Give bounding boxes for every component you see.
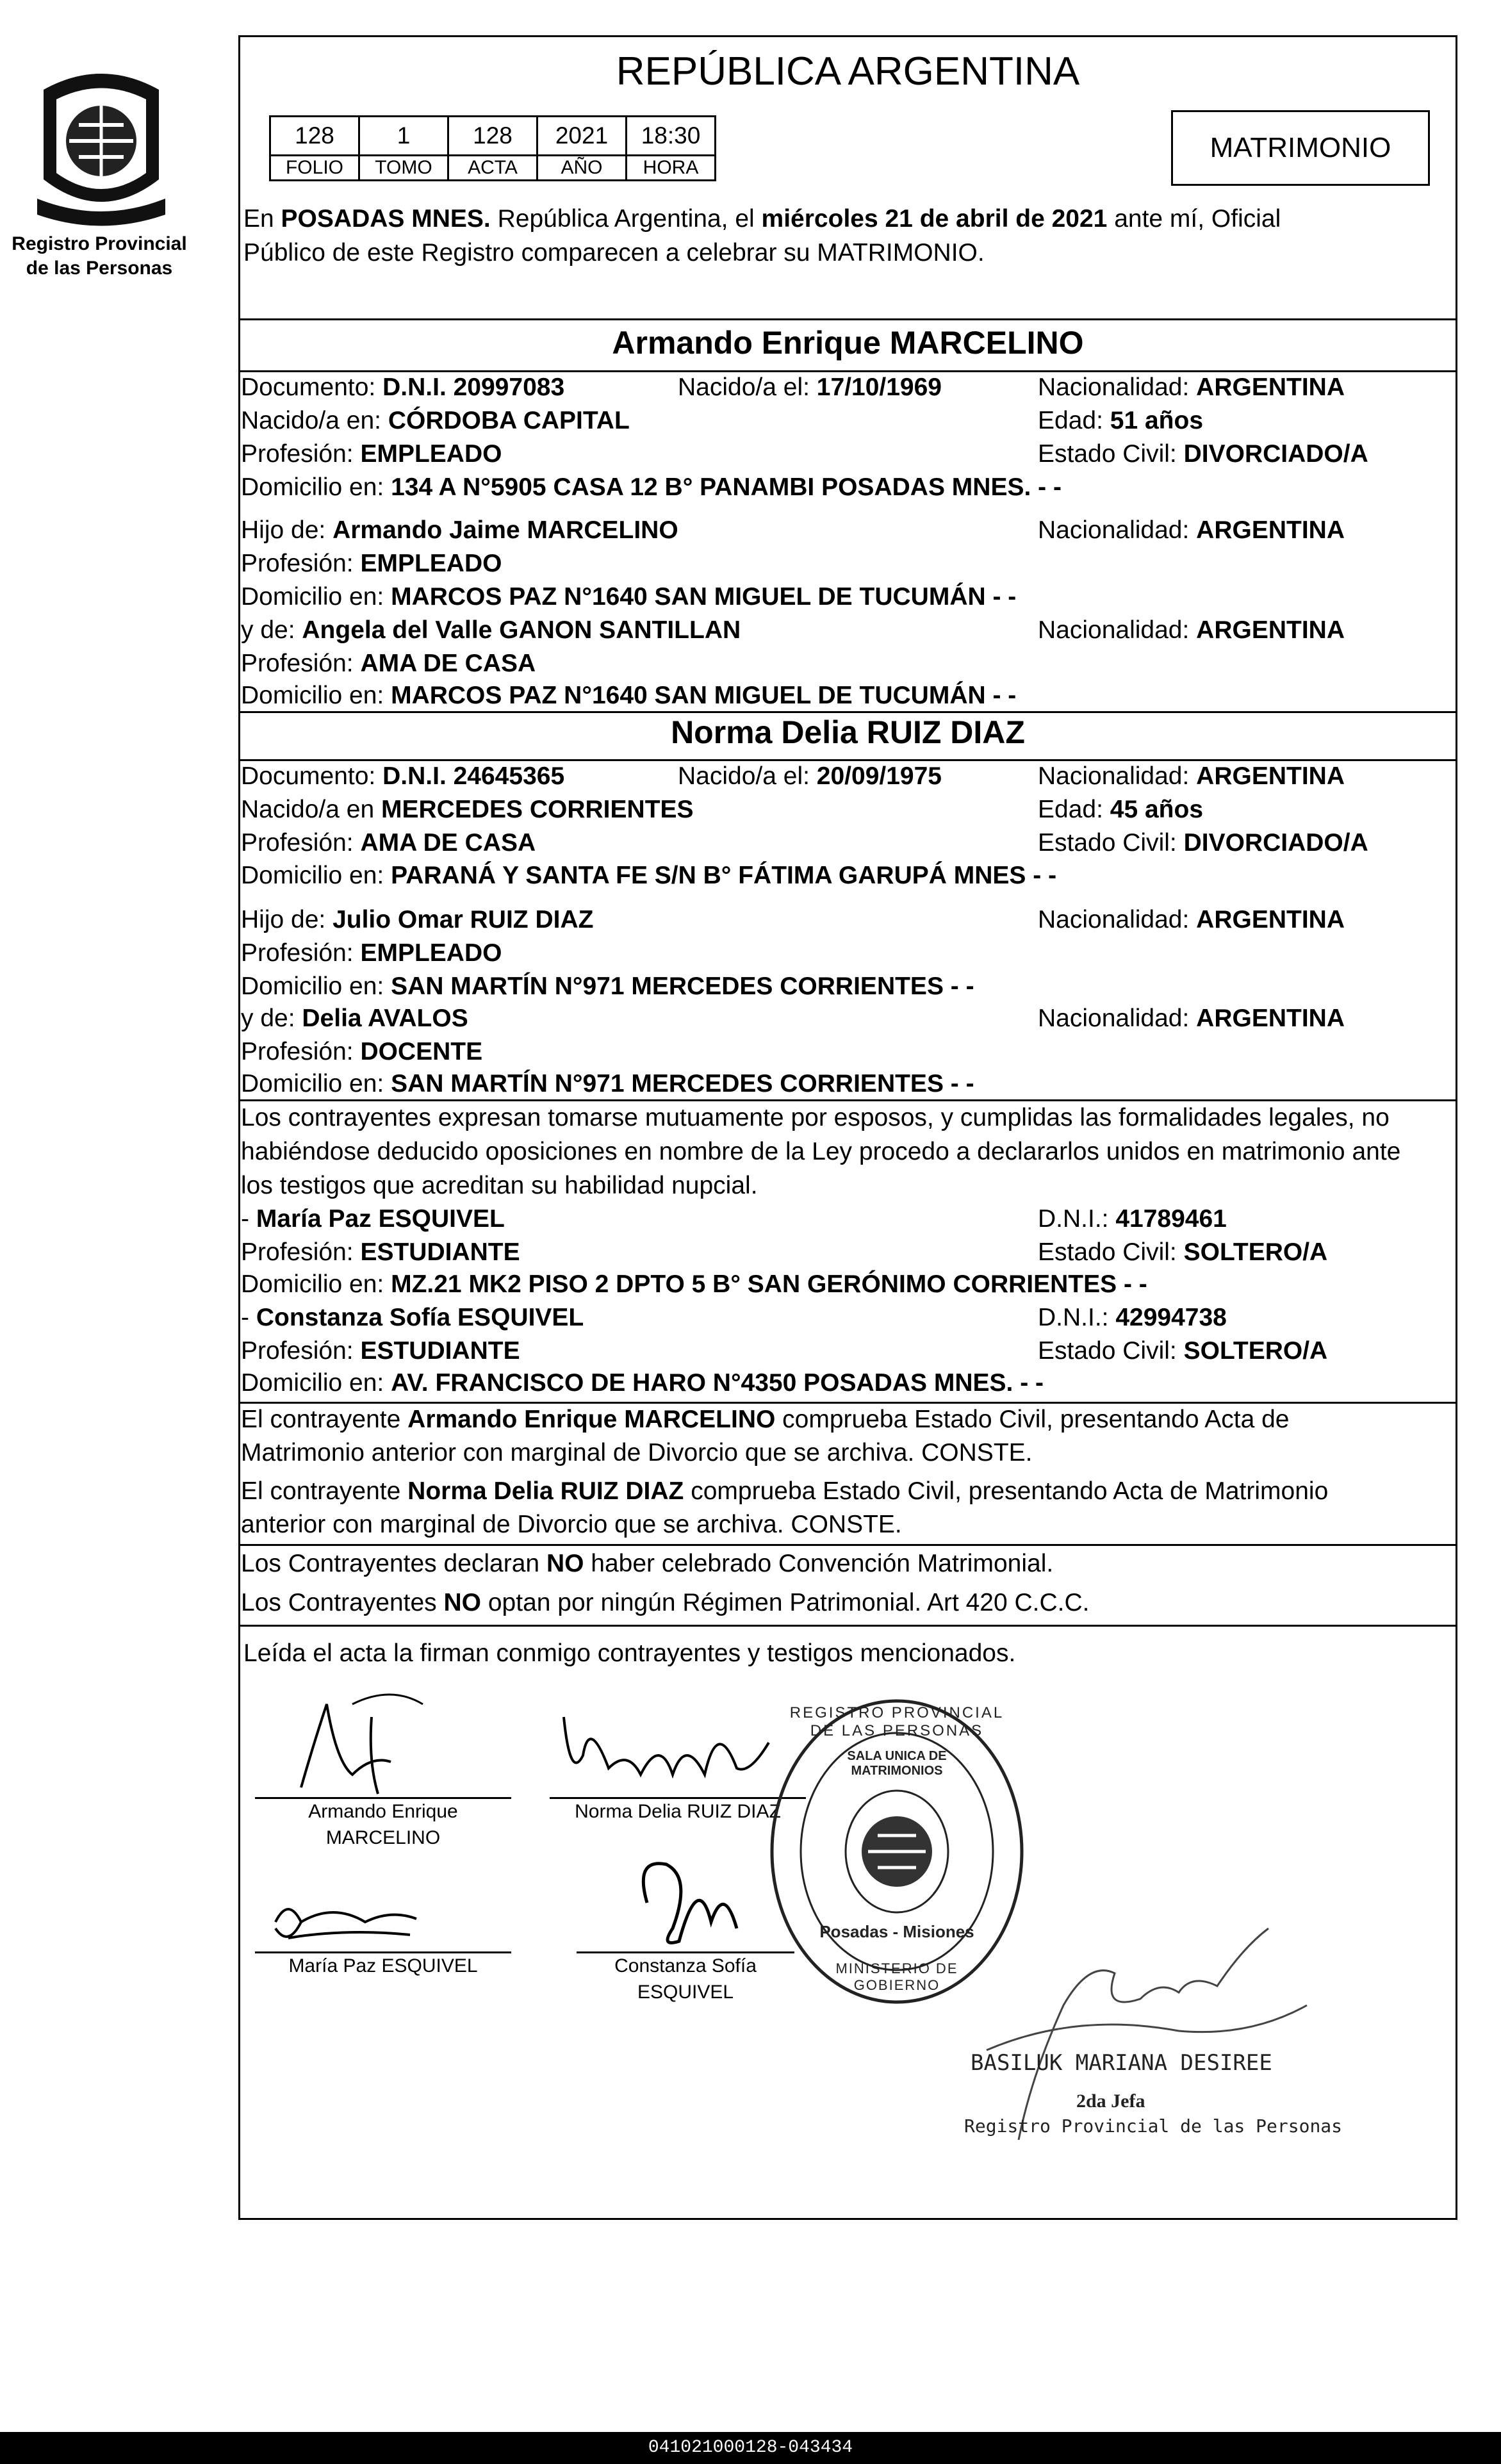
label: Hijo de: bbox=[241, 906, 333, 933]
label: D.N.I.: bbox=[1038, 1205, 1116, 1233]
witness-1-dni bbox=[1038, 1204, 1227, 1235]
groom-age bbox=[1038, 406, 1203, 436]
label: Profesión: bbox=[241, 650, 361, 677]
bride-birthdate bbox=[678, 762, 942, 792]
bride-ref: Norma Delia RUIZ DIAZ bbox=[407, 1477, 684, 1505]
label: Estado Civil: bbox=[1038, 1238, 1184, 1266]
label: Estado Civil: bbox=[1038, 829, 1184, 857]
declaration-line: los testigos que acreditan su habilidad nupcial. bbox=[241, 1172, 758, 1199]
groom-birthdate bbox=[678, 373, 942, 403]
label: Nacionalidad: bbox=[1038, 762, 1197, 790]
text: El contrayente bbox=[241, 1406, 408, 1433]
label: Domicilio en: bbox=[241, 973, 391, 1000]
value: SOLTERO/A bbox=[1183, 1337, 1328, 1365]
bride-civil-status bbox=[1038, 828, 1368, 858]
civil-proof-a-line1 bbox=[241, 1403, 1455, 1436]
value: SAN MARTÍN N°971 MERCEDES CORRIENTES - - bbox=[391, 973, 974, 1000]
caption: Norma Delia RUIZ DIAZ bbox=[575, 1801, 781, 1822]
label: Estado Civil: bbox=[1038, 1337, 1184, 1365]
bride-address bbox=[241, 861, 1056, 891]
label: y de: bbox=[241, 1005, 302, 1032]
witness-1-civil-status bbox=[1038, 1238, 1327, 1268]
label: Nacido/a el: bbox=[678, 374, 817, 401]
folio-label: FOLIO bbox=[270, 156, 359, 181]
civil-proof-paragraph bbox=[241, 1403, 1455, 1541]
intro-line2: Público de este Registro comparecen a celebrar su MATRIMONIO. bbox=[243, 239, 985, 267]
value: ARGENTINA bbox=[1196, 1005, 1345, 1032]
text: Los Contrayentes declaran bbox=[241, 1550, 546, 1577]
caption: María Paz ESQUIVEL bbox=[288, 1955, 478, 1976]
label: Profesión: bbox=[241, 550, 361, 577]
value: Armando Jaime MARCELINO bbox=[332, 516, 678, 544]
groom-name-heading: Armando Enrique MARCELINO bbox=[612, 325, 1084, 361]
intro-text: En bbox=[243, 205, 281, 233]
value: 45 años bbox=[1110, 796, 1204, 823]
official-role: 2da Jefa bbox=[1076, 2090, 1145, 2112]
label: Documento: bbox=[241, 762, 383, 790]
document-code: 041021000128-043434 bbox=[0, 2432, 1501, 2464]
label: Profesión: bbox=[241, 1238, 361, 1266]
value: EMPLEADO bbox=[360, 550, 502, 577]
emphasis: NO bbox=[546, 1550, 584, 1577]
value: 134 A N°5905 CASA 12 B° PANAMBI POSADAS MNES. - - bbox=[391, 473, 1062, 501]
label: - bbox=[241, 1304, 256, 1331]
value: AMA DE CASA bbox=[360, 829, 536, 857]
intro-place: POSADAS MNES. bbox=[281, 205, 491, 233]
value: EMPLEADO bbox=[360, 939, 502, 967]
text: Los Contrayentes bbox=[241, 1589, 444, 1616]
intro-text: República Argentina, el bbox=[490, 205, 762, 233]
witness-2-civil-status bbox=[1038, 1336, 1327, 1367]
value: SOLTERO/A bbox=[1183, 1238, 1328, 1266]
value: 42994738 bbox=[1115, 1304, 1227, 1331]
bride-age bbox=[1038, 795, 1203, 825]
label: Edad: bbox=[1038, 796, 1110, 823]
witness-1-address bbox=[241, 1270, 1147, 1300]
groom-birthplace bbox=[241, 406, 630, 436]
signature-caption-witness-1 bbox=[255, 1953, 511, 1980]
text: optan por ningún Régimen Patrimonial. Art 420 C.C.C. bbox=[481, 1589, 1090, 1616]
divider bbox=[238, 1544, 1457, 1546]
label: Domicilio en: bbox=[241, 862, 391, 889]
value: D.N.I. 24645365 bbox=[382, 762, 565, 790]
label: Nacionalidad: bbox=[1038, 516, 1197, 544]
label: Nacionalidad: bbox=[1038, 1005, 1197, 1032]
text: comprueba Estado Civil, presentando Acta de bbox=[775, 1406, 1290, 1433]
civil-proof-b-line1 bbox=[241, 1475, 1455, 1508]
groom-mother bbox=[241, 616, 741, 646]
value: ESTUDIANTE bbox=[360, 1337, 520, 1365]
groom-address bbox=[241, 473, 1062, 503]
caption: ESQUIVEL bbox=[637, 1981, 734, 2003]
label: Nacido/a el: bbox=[678, 762, 817, 790]
value: Angela del Valle GANON SANTILLAN bbox=[302, 616, 741, 644]
page-title: REPÚBLICA ARGENTINA bbox=[616, 49, 1080, 94]
label: Estado Civil: bbox=[1038, 440, 1184, 468]
groom-mother-address bbox=[241, 681, 1016, 711]
folio-value: 128 bbox=[270, 117, 359, 156]
caption: Constanza Sofía bbox=[614, 1955, 757, 1976]
value: DIVORCIADO/A bbox=[1183, 829, 1368, 857]
value: ARGENTINA bbox=[1196, 374, 1345, 401]
value: DIVORCIADO/A bbox=[1183, 440, 1368, 468]
anio-label: AÑO bbox=[537, 156, 627, 181]
text: haber celebrado Convención Matrimonial. bbox=[584, 1550, 1054, 1577]
signature-caption-witness-2 bbox=[577, 1953, 794, 2005]
bride-mother-profession bbox=[241, 1037, 482, 1067]
label: Nacionalidad: bbox=[1038, 616, 1197, 644]
divider bbox=[238, 1625, 1457, 1627]
label: Domicilio en: bbox=[241, 473, 391, 501]
stamp-outer-text: REGISTRO PROVINCIAL DE LAS PERSONAS bbox=[789, 1704, 1005, 1739]
civil-proof-b-line2: anterior con marginal de Divorcio que se archiva. CONSTE. bbox=[241, 1511, 902, 1538]
bride-name-heading: Norma Delia RUIZ DIAZ bbox=[671, 714, 1025, 750]
label: Domicilio en: bbox=[241, 682, 391, 709]
value: DOCENTE bbox=[360, 1038, 483, 1065]
label: Profesión: bbox=[241, 939, 361, 967]
value: AV. FRANCISCO DE HARO N°4350 POSADAS MNES. - - bbox=[391, 1369, 1044, 1397]
registry-logo bbox=[18, 51, 185, 231]
anio-value: 2021 bbox=[537, 117, 627, 156]
bride-mother-nationality bbox=[1038, 1004, 1345, 1034]
label: Edad: bbox=[1038, 407, 1110, 434]
stamp-city-text: Posadas - Misiones bbox=[819, 1922, 974, 1941]
value: ARGENTINA bbox=[1196, 762, 1345, 790]
witness-2-name bbox=[241, 1303, 584, 1333]
bride-profession bbox=[241, 828, 536, 858]
label: Nacionalidad: bbox=[1038, 906, 1197, 933]
value: CÓRDOBA CAPITAL bbox=[388, 407, 630, 434]
hora-value: 18:30 bbox=[627, 117, 716, 156]
official-office: Registro Provincial de las Personas bbox=[964, 2115, 1343, 2137]
signature-groom bbox=[275, 1666, 506, 1800]
groom-father bbox=[241, 516, 678, 546]
divider bbox=[238, 318, 1457, 320]
value: D.N.I. 20997083 bbox=[382, 374, 565, 401]
bride-mother bbox=[241, 1004, 468, 1034]
groom-mother-profession bbox=[241, 649, 536, 679]
label: Profesión: bbox=[241, 1337, 361, 1365]
witness-2-address bbox=[241, 1368, 1044, 1399]
groom-father-nationality bbox=[1038, 516, 1345, 546]
acta-label: ACTA bbox=[448, 156, 537, 181]
value: ARGENTINA bbox=[1196, 616, 1345, 644]
intro-text: ante mí, Oficial bbox=[1107, 205, 1281, 233]
value: ESTUDIANTE bbox=[360, 1238, 520, 1266]
coat-of-arms-icon bbox=[18, 51, 185, 231]
logo-caption bbox=[0, 232, 199, 280]
witness-2-profession bbox=[241, 1336, 520, 1367]
label: Documento: bbox=[241, 374, 383, 401]
witness-1-name bbox=[241, 1204, 505, 1235]
bride-birthplace bbox=[241, 795, 694, 825]
text: El contrayente bbox=[241, 1477, 408, 1505]
label: y de: bbox=[241, 616, 302, 644]
groom-mother-nationality bbox=[1038, 616, 1345, 646]
groom-civil-status bbox=[1038, 439, 1368, 470]
value: Delia AVALOS bbox=[302, 1005, 468, 1032]
bride-father-profession bbox=[241, 939, 502, 969]
tomo-label: TOMO bbox=[359, 156, 448, 181]
intro-paragraph bbox=[243, 202, 1454, 270]
groom-ref: Armando Enrique MARCELINO bbox=[407, 1406, 776, 1433]
declaration-paragraph bbox=[241, 1101, 1455, 1203]
value: MARCOS PAZ N°1640 SAN MIGUEL DE TUCUMÁN - - bbox=[391, 682, 1017, 709]
groom-father-address bbox=[241, 582, 1016, 612]
value: MERCEDES CORRIENTES bbox=[381, 796, 694, 823]
value: MZ.21 MK2 PISO 2 DPTO 5 B° SAN GERÓNIMO CORRIENTES - - bbox=[391, 1270, 1147, 1298]
divider bbox=[238, 370, 1457, 372]
value: ARGENTINA bbox=[1196, 516, 1345, 544]
value: Julio Omar RUIZ DIAZ bbox=[332, 906, 594, 933]
regime-line-1 bbox=[241, 1549, 1053, 1579]
stamp-inner-text: SALA UNICA DE MATRIMONIOS bbox=[847, 1749, 947, 1778]
text: comprueba Estado Civil, presentando Acta de Matrimonio bbox=[684, 1477, 1329, 1505]
label: Domicilio en: bbox=[241, 583, 391, 611]
groom-profession bbox=[241, 439, 502, 470]
label: Domicilio en: bbox=[241, 1270, 391, 1298]
bride-document bbox=[241, 762, 564, 792]
value: María Paz ESQUIVEL bbox=[256, 1205, 505, 1233]
civil-proof-a-line2: Matrimonio anterior con marginal de Divorcio que se archiva. CONSTE. bbox=[241, 1439, 1033, 1466]
signature-bride bbox=[551, 1679, 794, 1800]
bride-father-nationality bbox=[1038, 905, 1345, 935]
value: ARGENTINA bbox=[1196, 906, 1345, 933]
official-name: BASILUK MARIANA DESIREE bbox=[971, 2050, 1272, 2076]
label: D.N.I.: bbox=[1038, 1304, 1116, 1331]
label: - bbox=[241, 1205, 256, 1233]
signature-caption-groom bbox=[255, 1799, 511, 1851]
witness-2-dni bbox=[1038, 1303, 1227, 1333]
caption: Armando Enrique bbox=[308, 1801, 458, 1822]
caption: MARCELINO bbox=[325, 1827, 441, 1848]
logo-caption-line1: Registro Provincial bbox=[12, 233, 187, 254]
label: Nacionalidad: bbox=[1038, 374, 1197, 401]
value: AMA DE CASA bbox=[360, 650, 536, 677]
label: Nacido/a en bbox=[241, 796, 381, 823]
bride-father-address bbox=[241, 972, 974, 1002]
label: Domicilio en: bbox=[241, 1369, 391, 1397]
bride-nationality bbox=[1038, 762, 1345, 792]
label: Profesión: bbox=[241, 1038, 361, 1065]
groom-document bbox=[241, 373, 564, 403]
groom-father-profession bbox=[241, 549, 502, 579]
value: EMPLEADO bbox=[360, 440, 502, 468]
label: Domicilio en: bbox=[241, 1070, 391, 1097]
logo-caption-line2: de las Personas bbox=[26, 257, 173, 279]
value: PARANÁ Y SANTA FE S/N B° FÁTIMA GARUPÁ MNES - - bbox=[391, 862, 1057, 889]
witness-1-profession bbox=[241, 1238, 520, 1268]
declaration-line: habiéndose deducido oposiciones en nombre de la Ley procedo a declararlos unidos en matrimonio ante bbox=[241, 1138, 1401, 1165]
value: 51 años bbox=[1110, 407, 1204, 434]
bride-father bbox=[241, 905, 593, 935]
value: 41789461 bbox=[1115, 1205, 1227, 1233]
acta-value: 128 bbox=[448, 117, 537, 156]
act-type-box: MATRIMONIO bbox=[1171, 110, 1430, 186]
intro-line1 bbox=[243, 202, 1454, 236]
value: 17/10/1969 bbox=[816, 374, 942, 401]
value: MARCOS PAZ N°1640 SAN MIGUEL DE TUCUMÁN - - bbox=[391, 583, 1017, 611]
value: Constanza Sofía ESQUIVEL bbox=[256, 1304, 584, 1331]
bride-mother-address bbox=[241, 1069, 974, 1099]
label: Nacido/a en: bbox=[241, 407, 388, 434]
label: Profesión: bbox=[241, 440, 361, 468]
stamp-ministry-text: MINISTERIO DE GOBIERNO bbox=[835, 1960, 958, 1993]
label: Profesión: bbox=[241, 829, 361, 857]
header-table bbox=[269, 115, 716, 181]
value: 20/09/1975 bbox=[816, 762, 942, 790]
intro-date: miércoles 21 de abril de 2021 bbox=[761, 205, 1108, 233]
groom-nationality bbox=[1038, 373, 1345, 403]
signature-witness-2 bbox=[609, 1845, 762, 1960]
closing-statement: Leída el acta la firman conmigo contrayentes y testigos mencionados. bbox=[243, 1639, 1016, 1667]
regime-line-2 bbox=[241, 1588, 1090, 1618]
hora-label: HORA bbox=[627, 156, 716, 181]
label: Hijo de: bbox=[241, 516, 333, 544]
divider bbox=[238, 759, 1457, 761]
value: SAN MARTÍN N°971 MERCEDES CORRIENTES - - bbox=[391, 1070, 974, 1097]
emphasis: NO bbox=[443, 1589, 482, 1616]
tomo-value: 1 bbox=[359, 117, 448, 156]
declaration-line: Los contrayentes expresan tomarse mutuamente por esposos, y cumplidas las formalidades legales, no bbox=[241, 1104, 1390, 1131]
